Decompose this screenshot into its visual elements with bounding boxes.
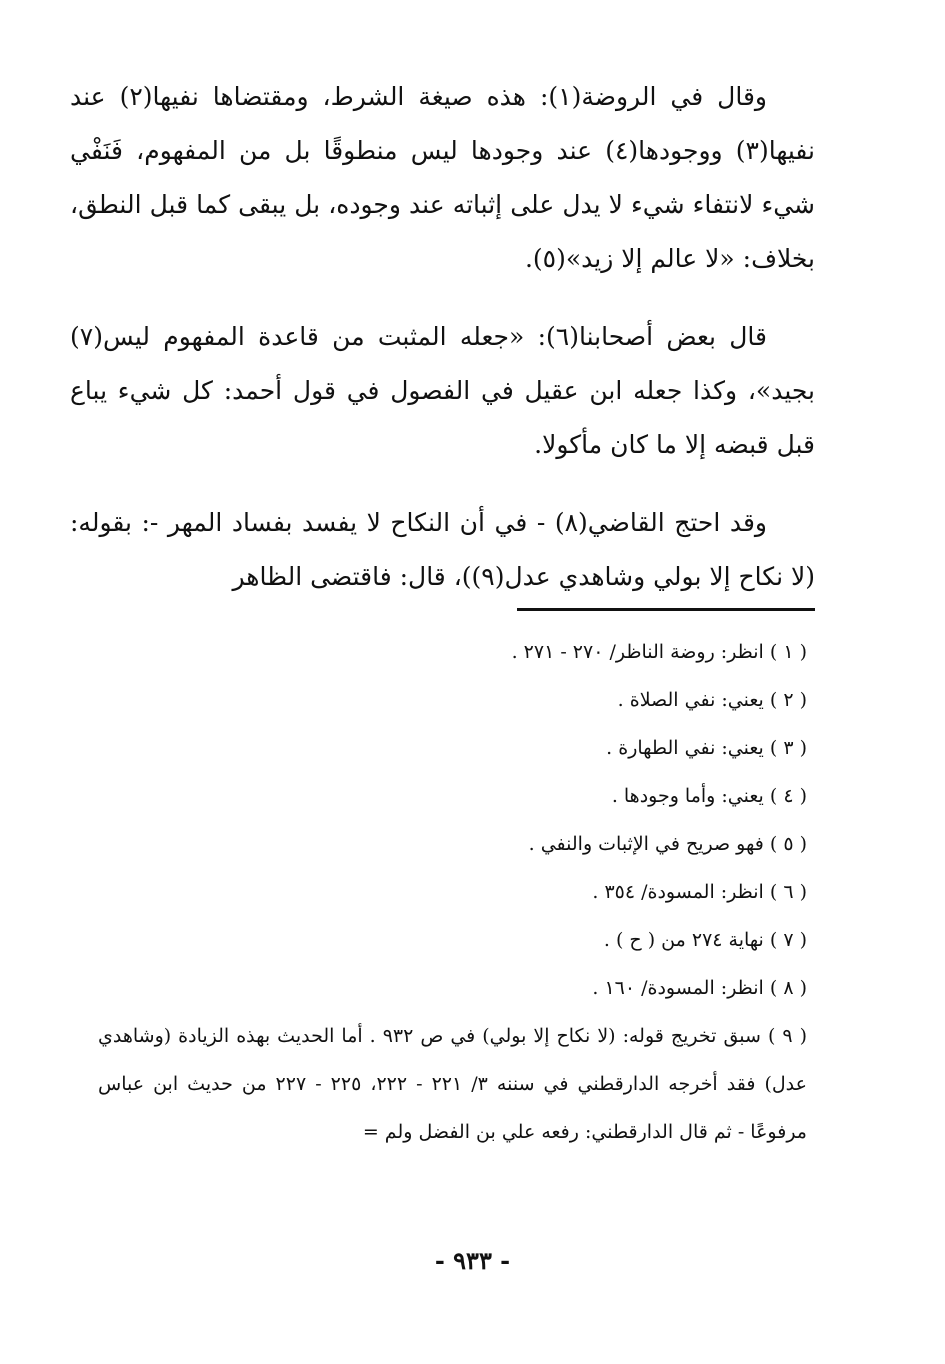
footnote-8: ( ٨ ) انظر: المسودة/ ١٦٠ . — [592, 977, 807, 999]
footnote-9: ( ٩ ) سبق تخريج قوله: (لا نكاح إلا بولي) في ص ٩٣٢ . أما الحديث بهذه الزيادة (وشاهدي عدل) فقد أخرجه الدارقطني في سننه ٣/ ٢٢١ - ٢٢٢، ٢٢٥ - ٢٢٧ من حديث ابن عباس مرفوعًا - ثم قال الدارقطني: رفعه علي بن الفضل ولم = — [98, 1025, 807, 1143]
footnote-1: ( ١ ) انظر: روضة الناظر/ ٢٧٠ - ٢٧١ . — [511, 641, 807, 663]
footnote-separator — [517, 608, 815, 611]
paragraph-3: وقد احتج القاضي(٨) - في أن النكاح لا يفسد بفساد المهر -: بقوله: (لا نكاح إلا بولي وشاهدي عدل(٩))، قال: فاقتضى الظاهر — [70, 508, 815, 591]
footnote-2: ( ٢ ) يعني: نفي الصلاة . — [617, 689, 807, 711]
footnote-7: ( ٧ ) نهاية ٢٧٤ من ( ح ) . — [603, 929, 807, 951]
main-text — [70, 70, 815, 604]
footnote-6: ( ٦ ) انظر: المسودة/ ٣٥٤ . — [592, 881, 807, 903]
paragraph-1: وقال في الروضة(١): هذه صيغة الشرط، ومقتضاها نفيها(٢) عند نفيها(٣) ووجودها(٤) عند وجودها ليس منطوقًا بل من المفهوم، فَنَفْي شيء لانتفاء شيء لا يدل على إثباته عند وجوده، بل يبقى كما قبل النطق، بخلاف: «لا عالم إلا زيد»(٥). — [70, 82, 815, 273]
footnotes — [70, 628, 815, 1156]
footnote-3: ( ٣ ) يعني: نفي الطهارة . — [606, 737, 807, 759]
footnote-5: ( ٥ ) فهو صريح في الإثبات والنفي . — [528, 833, 807, 855]
paragraph-2: قال بعض أصحابنا(٦): «جعله المثبت من قاعدة المفهوم ليس(٧) بجيد»، وكذا جعله ابن عقيل في الفصول في قول أحمد: كل شيء يباع قبل قبضه إلا ما كان مأكولا. — [70, 322, 815, 459]
footnote-4: ( ٤ ) يعني: وأما وجودها . — [611, 785, 807, 807]
page-number: - ٩٣٣ - — [434, 1246, 511, 1275]
